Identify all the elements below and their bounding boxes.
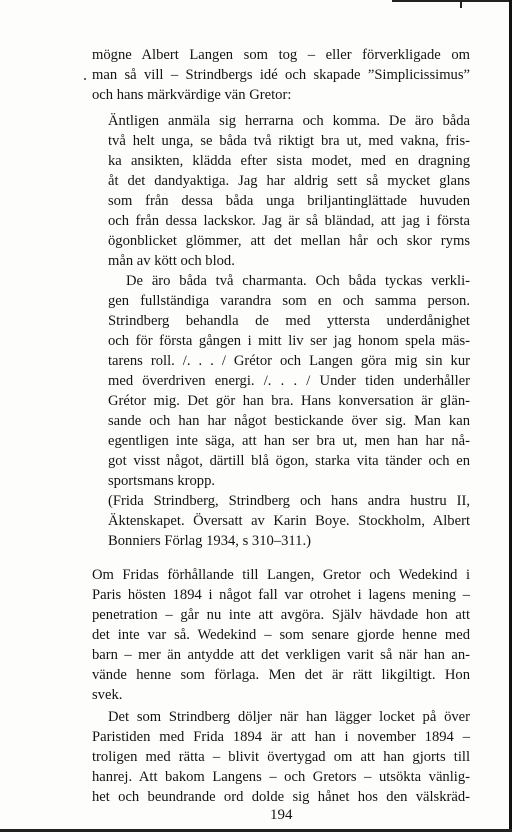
text-line: mögne Albert Langen som tog – eller förverkligade om xyxy=(92,47,470,63)
quote-line: De äro båda två charmanta. Och båda tyckas verkli- xyxy=(126,273,470,289)
quote-line: och från dessa lackskor. Jag är så bländad, att jag i första xyxy=(108,213,470,229)
text-line: Det som Strindberg döljer när han lägger locket på över xyxy=(108,709,470,725)
text-line: het och beundrande ord dolde sig hånet hos den välskräd- xyxy=(92,789,470,805)
page-edge-rule xyxy=(392,0,512,2)
text-line: barn – mer än antydde att det verkligen varit så när han an- xyxy=(92,647,470,663)
text-line: svek. xyxy=(92,687,123,703)
text-line: det inte var så. Wedekind – som senare gjorde henne med xyxy=(92,627,470,643)
citation-line: (Frida Strindberg, Strindberg och hans andra hustru II, xyxy=(108,493,470,509)
quote-line: två helt unga, se båda två riktigt bra ut, med vakna, fris- xyxy=(108,133,470,149)
page-edge-tick xyxy=(460,0,462,8)
quote-line: egentligen inte säga, att han ser bra ut, men han har nå- xyxy=(108,433,470,449)
quote-line: mån av kött och blod. xyxy=(108,253,235,269)
citation-line: Bonniers Förlag 1934, s 310–311.) xyxy=(108,533,311,549)
scan-speck xyxy=(84,78,86,80)
text-line: Paris hösten 1894 i något fall var otrohet i lagens mening – xyxy=(92,587,470,603)
quote-line: Äntligen anmäla sig herrarna och komma. De äro båda xyxy=(108,113,470,129)
quote-line: gen fullständiga varandra som en och samma person. xyxy=(108,293,470,309)
quote-line: med överdriven energi. /. . . / Under tiden underhåller xyxy=(108,373,470,389)
quote-line: ögonblicket glömmer, att det mellan hår och skor ryms xyxy=(108,233,470,249)
quote-line: åt det dandyaktiga. Jag har aldrig sett så mycket glans xyxy=(108,173,470,189)
page-number: 194 xyxy=(270,807,293,823)
quote-line: som från dessa båda unga briljantinglättade huvuden xyxy=(108,193,470,209)
text-line: penetration – går nu inte att avgöra. Själv hävdade hon att xyxy=(92,607,470,623)
text-line: troligen med rätta – blivit övertygad om att han gjorts till xyxy=(92,749,470,765)
citation-line: Äktenskapet. Översatt av Karin Boye. Stockholm, Albert xyxy=(108,513,470,529)
quote-line: sportsmans kropp. xyxy=(108,473,216,489)
text-line: hanrej. Att bakom Langens – och Gretors – utsökta vänlig- xyxy=(92,769,470,785)
quote-line: ka ansikten, klädda efter sista modet, med en dragning xyxy=(108,153,470,169)
text-line: man så vill – Strindbergs idé och skapade ”Simplicissimus” xyxy=(92,67,470,83)
quote-line: tarens roll. /. . . / Grétor och Langen göra mig sin kur xyxy=(108,353,470,369)
text-line: vände henne som förlaga. Men det är rätt likgiltigt. Hon xyxy=(92,667,470,683)
quote-line: sande och han har något bestickande över sig. Man kan xyxy=(108,413,470,429)
quote-line: Grétor mig. Det gör han bra. Hans konversation är glän- xyxy=(108,393,470,409)
quote-line: got visst något, därtill blå ögon, starka vita tänder och en xyxy=(108,453,470,469)
text-line: Om Fridas förhållande till Langen, Gretor och Wedekind i xyxy=(92,567,470,583)
text-line: Paristiden med Frida 1894 är att han i november 1894 – xyxy=(92,729,470,745)
quote-line: Strindberg behandla de med yttersta underdånighet xyxy=(108,313,470,329)
text-line: och hans märkvärdige vän Gretor: xyxy=(92,87,292,103)
quote-line: och för första gången i mitt liv ser jag honom spela mäs- xyxy=(108,333,470,349)
